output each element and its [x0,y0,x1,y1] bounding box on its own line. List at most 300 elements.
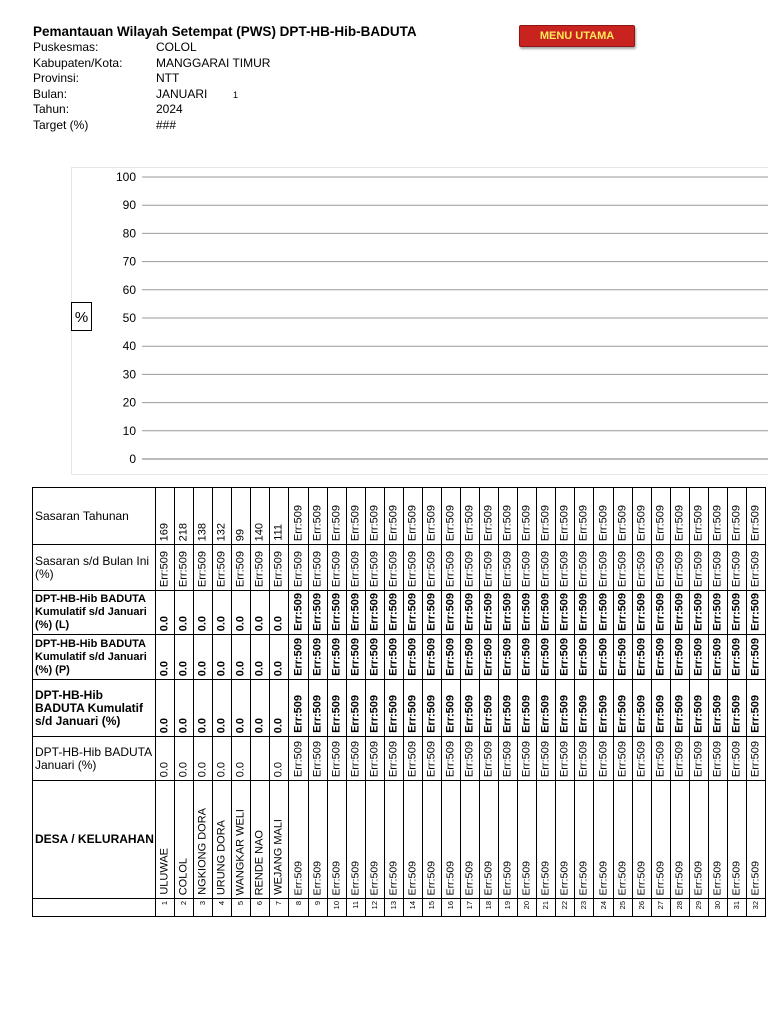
table-cell [251,781,270,899]
table-cell [442,635,461,680]
desa-name: Err:509 [635,860,648,895]
column-number: 8 [293,901,303,906]
table-cell [366,635,385,680]
table-cell [213,635,232,680]
column-number: 22 [560,901,569,910]
table-cell [442,488,461,545]
info-label: Provinsi: [33,71,80,86]
cell-value: 0.0 [158,660,171,676]
table-cell [156,591,175,635]
cell-value: Err:509 [597,550,609,587]
table-cell [709,680,728,737]
table-cell [404,680,423,737]
table-cell [633,737,652,781]
cell-value: Err:509 [368,504,381,541]
info-label: Kabupaten/Kota: [33,55,123,70]
table-row-kum-p [33,635,766,680]
column-number: 7 [274,901,283,906]
table-cell [404,737,423,781]
table-cell [270,899,289,917]
table-cell [671,591,690,635]
cell-value: Err:509 [292,740,304,777]
desa-name: Err:509 [749,860,762,895]
column-number: 28 [675,901,684,910]
table-cell [213,737,232,781]
cell-value: Err:509 [406,504,419,541]
cell-value: Err:509 [520,695,533,733]
desa-name: Err:509 [558,860,571,895]
table-cell [328,545,347,591]
table-cell [423,680,442,737]
table-cell [366,545,385,591]
cell-value: Err:509 [673,740,686,777]
table-cell [175,591,194,635]
desa-name: RENDE NAO [253,829,266,895]
cell-value: Err:509 [292,593,304,631]
table-cell [423,899,442,917]
cell-value: 0.0 [234,761,247,777]
column-number: 20 [522,901,531,910]
cell-value: Err:509 [558,638,571,676]
table-cell [270,737,289,781]
cell-value: Err:509 [349,550,362,587]
cell-value: 0.0 [177,717,190,733]
table-cell [442,899,461,917]
cell-value: Err:509 [616,695,629,733]
table-cell [213,545,232,591]
cell-value: Err:509 [196,550,209,587]
table-cell [175,488,194,545]
table-cell [251,488,270,545]
table-cell [156,488,175,545]
cell-value: Err:509 [520,638,533,676]
row-label: DPT-HB-Hib BADUTA Kumulatif s/d Januari (%) (L) [33,591,156,635]
column-number: 21 [541,901,550,910]
table-cell [709,488,728,545]
cell-value: 0.0 [234,615,247,631]
desa-name: Err:509 [673,860,686,895]
cell-value: Err:509 [501,504,514,541]
cell-value: Err:509 [501,740,514,777]
table-cell [194,781,213,899]
table-cell [537,635,556,680]
cell-value: Err:509 [311,695,324,733]
desa-name: WEJANG MALI [272,819,285,895]
cell-value: Err:509 [616,740,629,777]
table-cell [385,899,404,917]
table-cell [556,545,575,591]
table-cell [385,737,404,781]
table-cell [556,635,575,680]
page-title: Pemantauan Wilayah Setempat (PWS) DPT-HB-Hib-BADUTA [33,24,417,39]
table-cell [385,591,404,635]
info-extra: 1 [233,89,239,100]
column-number: 30 [713,901,722,910]
table-cell [194,591,213,635]
table-cell [556,680,575,737]
table-cell [556,591,575,635]
table-cell [499,635,518,680]
table-cell [633,781,652,899]
info-label: Tahun: [33,102,70,117]
cell-value: Err:509 [711,695,724,733]
cell-value: 138 [196,522,209,541]
cell-value: Err:509 [463,695,476,733]
column-number: 6 [255,901,264,906]
cell-value: 0.0 [215,717,228,733]
table-cell [518,545,537,591]
table-cell [747,899,766,917]
cell-value: Err:509 [616,504,629,541]
table-cell [270,488,289,545]
cell-value: Err:509 [311,740,324,777]
column-number: 29 [694,901,703,910]
desa-name: Err:509 [444,860,457,895]
desa-name: Err:509 [577,860,590,895]
table-cell [499,781,518,899]
cell-value: Err:509 [444,550,457,587]
cell-value: Err:509 [558,740,571,777]
desa-name: Err:509 [501,860,514,895]
table-cell [537,899,556,917]
y-tick-label: 90 [122,198,136,213]
desa-name: Err:509 [292,860,304,895]
cell-value: Err:509 [577,638,590,676]
cell-value: Err:509 [482,638,495,676]
cell-value: Err:509 [539,695,552,733]
table-cell [328,635,347,680]
cell-value: Err:509 [482,695,495,733]
table-cell [232,635,251,680]
table-cell [213,781,232,899]
cell-value: Err:509 [654,638,667,676]
table-cell [690,635,709,680]
table-row-kum [33,680,766,737]
cell-value: Err:509 [558,504,571,541]
info-label: Target (%) [33,117,89,132]
cell-value: Err:509 [749,638,762,676]
cell-value: Err:509 [577,550,590,587]
table-cell [671,488,690,545]
table-cell [461,781,480,899]
table-cell [442,680,461,737]
column-number: 26 [637,901,646,910]
cell-value: Err:509 [520,740,533,777]
table-cell [518,680,537,737]
column-number: 31 [732,901,741,910]
table-cell [614,781,633,899]
table-cell [480,545,499,591]
table-cell [213,488,232,545]
column-number: 32 [751,901,760,910]
table-cell [347,680,366,737]
table-cell [347,899,366,917]
info-row [33,118,453,134]
table-cell [347,591,366,635]
table-cell [671,680,690,737]
info-value: COLOL [156,40,197,54]
column-number: 11 [351,901,360,909]
cell-value: Err:509 [673,638,686,676]
table-cell [690,545,709,591]
table-cell [347,737,366,781]
y-tick-label: 60 [122,282,136,297]
cell-value: Err:509 [558,695,571,733]
desa-name: Err:509 [387,860,400,895]
table-cell [289,680,309,737]
y-tick-label: 30 [122,367,136,382]
cell-value: 0.0 [196,660,209,676]
y-tick-label: 20 [122,395,136,410]
table-cell [347,545,366,591]
cell-value: 0.0 [272,615,285,631]
info-row [33,87,453,103]
table-cell [175,899,194,917]
cell-value: Err:509 [387,550,400,587]
chart-svg [72,168,768,476]
cell-value: Err:509 [635,740,648,777]
table-cell [194,545,213,591]
table-row-kum-l [33,591,766,635]
table-cell [728,899,747,917]
cell-value: Err:509 [368,740,381,777]
desa-name: URUNG DORA [215,819,228,895]
table-cell [594,899,614,917]
table-cell [652,591,671,635]
table-cell [671,737,690,781]
cell-value: Err:509 [406,593,419,631]
table-cell [194,635,213,680]
table-cell [614,737,633,781]
table-cell [232,680,251,737]
table-cell [747,781,766,899]
column-number: 13 [389,901,398,910]
cell-value: Err:509 [444,638,457,676]
cell-value: Err:509 [577,740,590,777]
cell-value: Err:509 [749,740,762,777]
cell-value: Err:509 [673,593,686,631]
table-cell [633,899,652,917]
table-cell [575,488,594,545]
cell-value: 0.0 [215,660,228,676]
table-cell [633,680,652,737]
cell-value: Err:509 [253,550,266,587]
cell-value: Err:509 [425,550,438,587]
desa-name: Err:509 [730,860,743,895]
table-cell [366,899,385,917]
table-cell [328,591,347,635]
cell-value: Err:509 [501,550,514,587]
table-cell [423,781,442,899]
table-cell [404,635,423,680]
info-value: 2024 [156,102,183,117]
table-cell [289,591,309,635]
cell-value: 218 [177,522,190,541]
table-cell [251,899,270,917]
cell-value: Err:509 [292,638,304,676]
table-cell [499,545,518,591]
table-cell [518,781,537,899]
menu-utama-button[interactable]: MENU UTAMA [519,25,635,47]
info-row [33,71,453,87]
cell-value: Err:509 [539,740,552,777]
report-header [33,24,453,134]
table-cell [423,635,442,680]
desa-name: Err:509 [654,860,667,895]
table-cell [709,781,728,899]
table-cell [194,737,213,781]
table-cell [289,899,309,917]
table-row-sasaran-bulan [33,545,766,591]
y-tick-label: 40 [122,339,136,354]
column-number: 3 [198,901,207,906]
cell-value: 111 [272,524,285,541]
table-cell [518,488,537,545]
cell-value: Err:509 [349,695,362,733]
cell-value: 0.0 [158,615,171,631]
table-cell [652,781,671,899]
table-cell [289,635,309,680]
table-cell [747,635,766,680]
table-cell [480,635,499,680]
cell-value: 0.0 [177,761,190,777]
table-cell [309,545,328,591]
table-cell [633,591,652,635]
desa-name: NGKIONG DORA [196,808,209,895]
cell-value: Err:509 [387,695,400,733]
cell-value: Err:509 [311,504,324,541]
table-cell [537,781,556,899]
table-row-sasaran-tahunan [33,488,766,545]
cell-value: Err:509 [349,638,362,676]
table-cell [633,488,652,545]
table-cell [747,680,766,737]
table-cell [289,488,309,545]
table-cell [728,737,747,781]
cell-value: Err:509 [330,695,343,733]
cell-value: Err:509 [597,504,609,541]
table-cell [728,781,747,899]
cell-value: Err:509 [711,550,724,587]
desa-name: Err:509 [425,860,438,895]
table-cell [175,680,194,737]
table-cell [594,737,614,781]
table-cell [156,545,175,591]
cell-value: 0.0 [234,717,247,733]
row-label: DPT-HB-Hib BADUTA Kumulatif s/d Januari (%) [33,680,156,737]
table-cell [461,488,480,545]
table-cell [499,737,518,781]
cell-value: Err:509 [749,550,762,587]
column-number: 9 [313,901,322,906]
table-cell [614,899,633,917]
y-tick-label: 100 [115,170,136,184]
cell-value: Err:509 [711,740,724,777]
table-cell [556,488,575,545]
cell-value: Err:509 [501,593,514,631]
table-cell [461,591,480,635]
table-cell [156,635,175,680]
cell-value: Err:509 [387,740,400,777]
cell-value: Err:509 [692,638,705,676]
table-cell [442,737,461,781]
table-cell [499,488,518,545]
cell-value: Err:509 [692,593,705,631]
column-number: 10 [332,901,341,910]
table-cell [156,737,175,781]
table-cell [423,737,442,781]
desa-name: ULUWAE [158,848,171,895]
cell-value: Err:509 [215,550,228,587]
table-cell [480,680,499,737]
cell-value: 0.0 [196,615,209,631]
table-cell [614,680,633,737]
desa-name: Err:509 [368,860,381,895]
cell-value: Err:509 [330,638,343,676]
cell-value: Err:509 [406,695,419,733]
cell-value: Err:509 [425,695,438,733]
cell-value: Err:509 [349,593,362,631]
desa-name: Err:509 [692,860,705,895]
table-cell [194,488,213,545]
column-number: 12 [370,901,379,910]
cell-value: Err:509 [730,695,743,733]
cell-value: Err:509 [463,504,476,541]
table-cell [442,545,461,591]
cell-value: Err:509 [520,550,533,587]
table-cell [633,545,652,591]
table-cell [537,488,556,545]
table-cell [461,737,480,781]
table-cell [232,899,251,917]
table-cell [251,591,270,635]
cell-value: Err:509 [368,638,381,676]
cell-value: 0.0 [177,660,190,676]
cell-value: Err:509 [673,504,686,541]
row-label: Sasaran Tahunan [33,488,156,545]
table-cell [461,680,480,737]
column-number: 15 [427,901,436,910]
info-value: NTT [156,71,180,86]
info-value: JANUARI [156,86,208,101]
cell-value: Err:509 [520,593,533,631]
table-cell [309,591,328,635]
column-number: 25 [618,901,627,910]
table-cell [251,545,270,591]
table-cell [289,545,309,591]
cell-value: 169 [158,522,171,541]
cell-value: Err:509 [558,593,571,631]
cell-value: Err:509 [387,504,400,541]
table-cell [461,899,480,917]
table-cell [156,781,175,899]
cell-value: Err:509 [444,593,457,631]
table-cell [518,591,537,635]
cell-value: Err:509 [692,504,705,541]
cell-value: Err:509 [539,638,552,676]
cell-value: Err:509 [616,593,629,631]
table-cell [614,545,633,591]
column-number: 2 [179,901,188,906]
table-cell [461,545,480,591]
table-cell [309,737,328,781]
table-cell [575,591,594,635]
table-cell [328,737,347,781]
info-label: Bulan: [33,86,68,101]
table-cell [556,899,575,917]
cell-value: Err:509 [539,504,552,541]
cell-value: Err:509 [711,638,724,676]
